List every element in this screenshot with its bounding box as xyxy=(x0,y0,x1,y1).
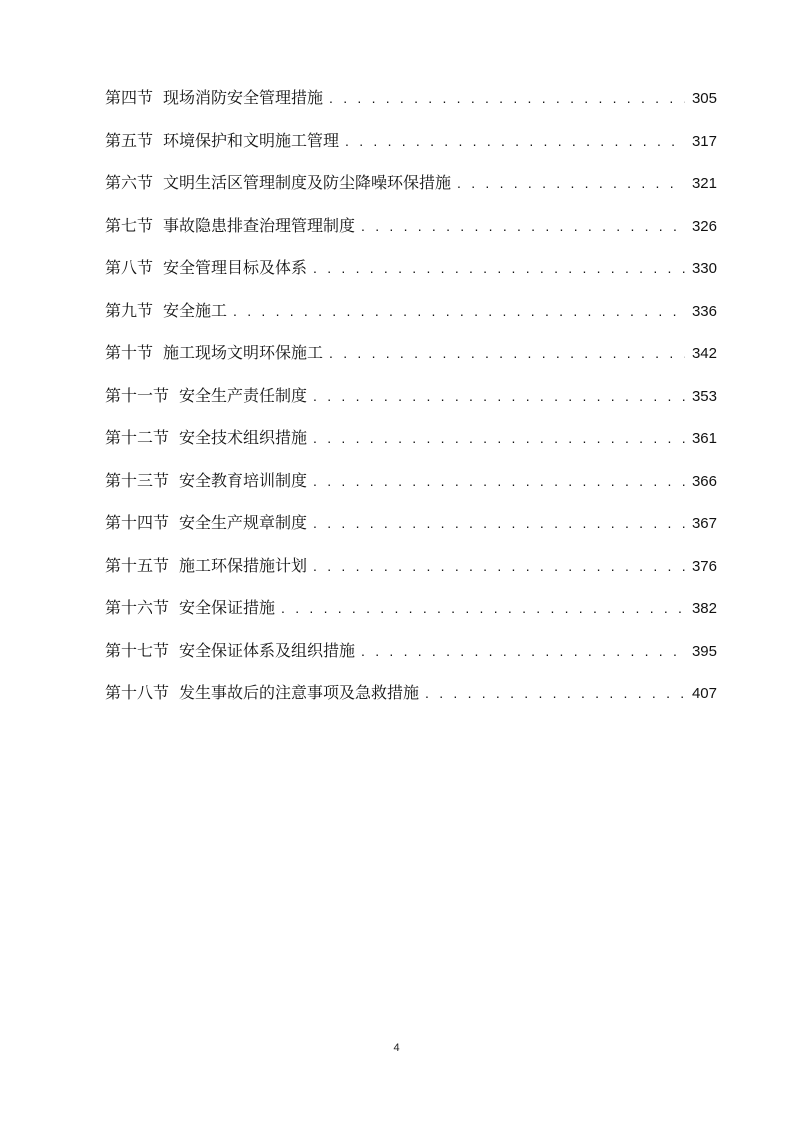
toc-entry[interactable] xyxy=(105,384,717,427)
toc-dot-leader xyxy=(281,596,685,620)
toc-dot-leader xyxy=(361,639,685,663)
toc-section-title: 安全保证措施 xyxy=(179,598,276,617)
toc-section-number: 第十三节 xyxy=(105,470,170,490)
toc-section-number: 第八节 xyxy=(105,258,154,277)
toc-section-number: 第四节 xyxy=(105,88,154,107)
toc-section-number: 第十节 xyxy=(105,343,154,362)
toc-page-number: 361 xyxy=(691,430,717,447)
toc-entry[interactable] xyxy=(105,129,717,172)
toc-dot-leader xyxy=(233,299,685,323)
toc-dot-leader xyxy=(313,426,685,450)
toc-dot-leader xyxy=(425,681,685,705)
toc-dot-leader xyxy=(329,86,685,110)
toc-section-title: 安全生产责任制度 xyxy=(179,385,308,405)
toc-dot-leader xyxy=(313,384,685,408)
toc-section-title: 安全保证体系及组织措施 xyxy=(179,640,356,660)
toc-section-number: 第十一节 xyxy=(105,385,170,405)
table-of-contents xyxy=(105,86,717,724)
toc-page-number: 376 xyxy=(691,557,717,575)
toc-section-number: 第十六节 xyxy=(105,598,170,617)
toc-section-number: 第十八节 xyxy=(105,683,170,702)
toc-entry[interactable] xyxy=(105,171,717,214)
toc-dot-leader xyxy=(361,214,685,238)
toc-section-title: 文明生活区管理制度及防尘降噪环保措施 xyxy=(163,173,452,192)
toc-section-title: 发生事故后的注意事项及急救措施 xyxy=(179,683,420,702)
toc-entry[interactable] xyxy=(105,554,717,597)
toc-page-number: 305 xyxy=(691,90,717,107)
toc-section-number: 第六节 xyxy=(105,173,154,192)
toc-section-number: 第十四节 xyxy=(105,513,170,532)
toc-page-number: 366 xyxy=(691,472,717,490)
toc-entry[interactable] xyxy=(105,299,717,342)
toc-section-number: 第十二节 xyxy=(105,428,170,447)
toc-section-number: 第五节 xyxy=(105,130,154,150)
toc-page-number: 395 xyxy=(691,642,717,660)
toc-entry[interactable] xyxy=(105,639,717,682)
toc-page-number: 317 xyxy=(691,132,717,150)
toc-entry[interactable] xyxy=(105,596,717,639)
toc-dot-leader xyxy=(329,341,685,365)
toc-section-title: 施工现场文明环保施工 xyxy=(163,343,324,362)
toc-page-number: 367 xyxy=(691,515,717,532)
toc-dot-leader xyxy=(345,129,685,153)
toc-entry[interactable] xyxy=(105,86,717,129)
toc-page-number: 407 xyxy=(691,685,717,702)
toc-section-number: 第九节 xyxy=(105,300,154,320)
toc-section-title: 环境保护和文明施工管理 xyxy=(163,130,340,150)
toc-section-title: 安全施工 xyxy=(163,300,228,320)
toc-page-number: 382 xyxy=(691,600,717,617)
toc-entry[interactable] xyxy=(105,511,717,554)
toc-section-number: 第十七节 xyxy=(105,640,170,660)
toc-section-title: 事故隐患排查治理管理制度 xyxy=(163,215,356,235)
toc-entry[interactable] xyxy=(105,426,717,469)
toc-section-number: 第十五节 xyxy=(105,555,170,575)
toc-page-number: 330 xyxy=(691,260,717,277)
toc-section-title: 施工环保措施计划 xyxy=(179,555,308,575)
toc-entry[interactable] xyxy=(105,214,717,257)
toc-page-number: 336 xyxy=(691,302,717,320)
toc-dot-leader xyxy=(313,511,685,535)
toc-dot-leader xyxy=(313,469,685,493)
toc-entry[interactable] xyxy=(105,341,717,384)
toc-section-title: 安全技术组织措施 xyxy=(179,428,308,447)
toc-dot-leader xyxy=(313,256,685,280)
toc-section-title: 安全教育培训制度 xyxy=(179,470,308,490)
toc-page-number: 321 xyxy=(691,175,717,192)
toc-dot-leader xyxy=(457,171,685,195)
toc-section-title: 安全管理目标及体系 xyxy=(163,258,308,277)
toc-entry[interactable] xyxy=(105,681,717,724)
toc-dot-leader xyxy=(313,554,685,578)
toc-page-number: 353 xyxy=(691,387,717,405)
toc-page-number: 342 xyxy=(691,345,717,362)
page-number-footer: 4 xyxy=(393,1042,400,1054)
toc-section-title: 现场消防安全管理措施 xyxy=(163,88,324,107)
toc-section-title: 安全生产规章制度 xyxy=(179,513,308,532)
toc-section-number: 第七节 xyxy=(105,215,154,235)
toc-entry[interactable] xyxy=(105,469,717,512)
toc-entry[interactable] xyxy=(105,256,717,299)
toc-page-number: 326 xyxy=(691,217,717,235)
